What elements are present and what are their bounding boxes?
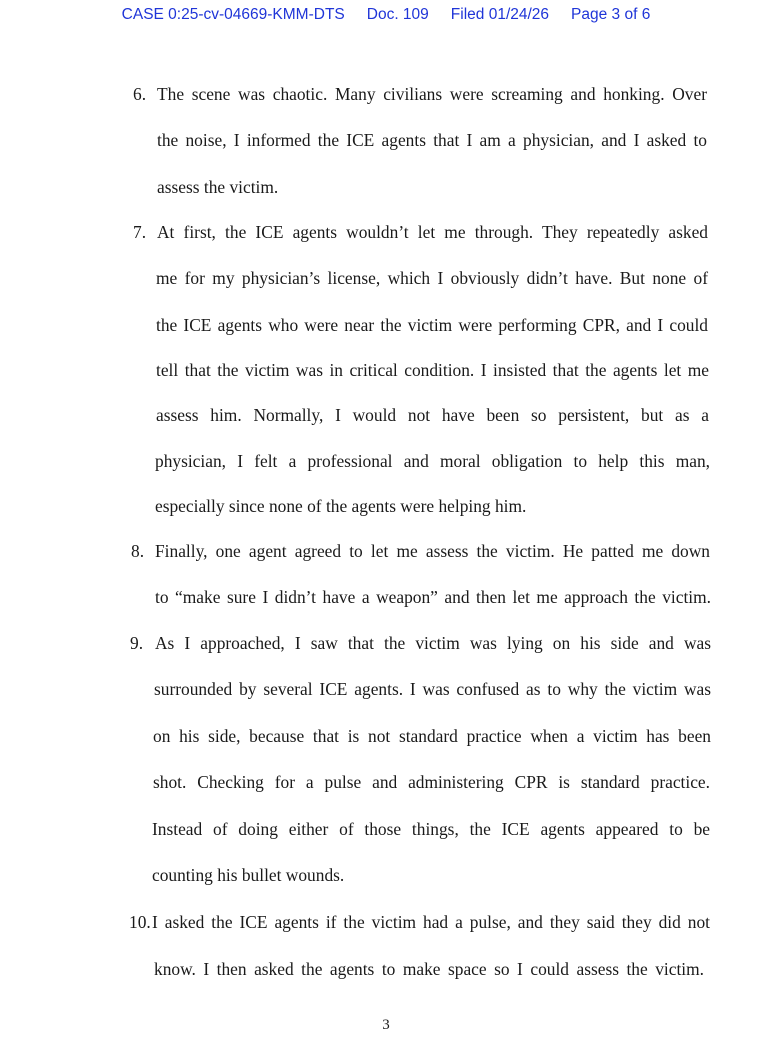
paragraph-line: know. I then asked the agents to make space so I could assess the victim.: [154, 959, 704, 979]
paragraph-line: Instead of doing either of those things, the ICE agents appeared to be: [152, 819, 710, 839]
filed-date: Filed 01/24/26: [450, 6, 550, 23]
paragraph-line: tell that the victim was in critical condition. I insisted that the agents let me: [156, 360, 709, 380]
paragraph-line: I asked the ICE agents if the victim had a pulse, and they said they did not: [152, 912, 710, 932]
paragraph-line: surrounded by several ICE agents. I was confused as to why the victim was: [154, 679, 711, 699]
paragraph-line: on his side, because that is not standard practice when a victim has been: [153, 726, 711, 746]
paragraph-line: At first, the ICE agents wouldn’t let me through. They repeatedly asked: [157, 222, 708, 242]
paragraph-number: 10.: [129, 912, 151, 932]
document-number: Doc. 109: [366, 6, 429, 23]
paragraph-line: me for my physician’s license, which I obviously didn’t have. But none of: [156, 268, 708, 288]
case-number: CASE 0:25-cv-04669-KMM-DTS: [121, 6, 345, 23]
paragraph-line: Finally, one agent agreed to let me assess the victim. He patted me down: [155, 541, 710, 561]
paragraph-line: the ICE agents who were near the victim were performing CPR, and I could: [156, 315, 708, 335]
paragraph-number: 6.: [133, 84, 147, 104]
paragraph-line: especially since none of the agents were helping him.: [155, 496, 527, 516]
paragraph-line: assess the victim.: [157, 177, 279, 197]
paragraph-line: The scene was chaotic. Many civilians were screaming and honking. Over: [157, 84, 707, 104]
paragraph-line: to “make sure I didn’t have a weapon” and then let me approach the victim.: [155, 587, 711, 607]
paragraph-line: As I approached, I saw that the victim was lying on his side and was: [155, 633, 711, 653]
page-number: 3: [382, 1017, 390, 1033]
paragraph-line: assess him. Normally, I would not have been so persistent, but as a: [156, 405, 709, 425]
page-count: Page 3 of 6: [571, 6, 651, 23]
paragraph-line: shot. Checking for a pulse and administering CPR is standard practice.: [153, 772, 710, 792]
paragraph-line: physician, I felt a professional and moral obligation to help this man,: [155, 451, 710, 471]
paragraph-line: counting his bullet wounds.: [152, 865, 345, 885]
ecf-header-stamp: [0, 6, 772, 24]
paragraph-number: 8.: [131, 541, 145, 561]
paragraph-number: 9.: [130, 633, 144, 653]
paragraph-number: 7.: [133, 222, 147, 242]
paragraph-line: the noise, I informed the ICE agents that I am a physician, and I asked to: [157, 130, 707, 150]
